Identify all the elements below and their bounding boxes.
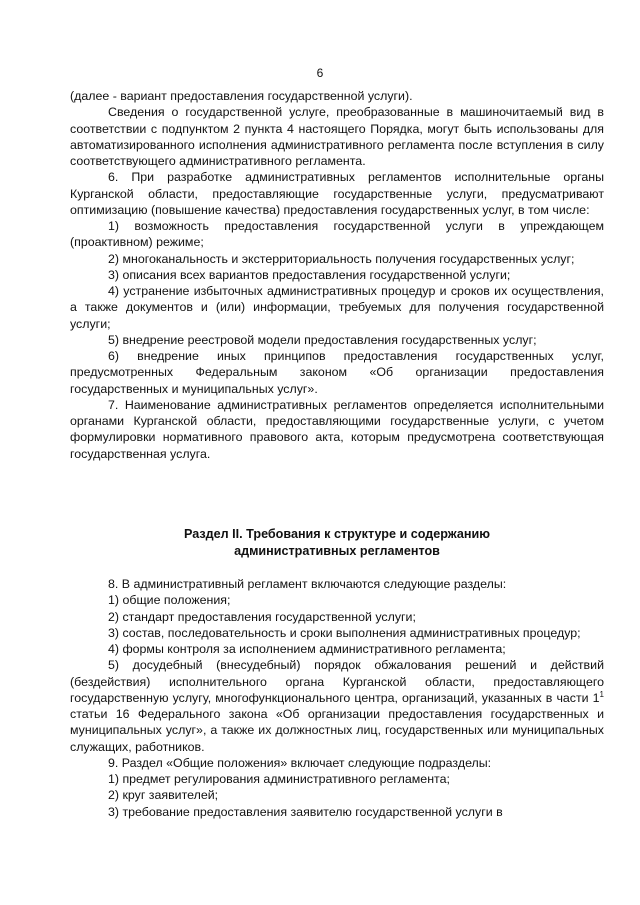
section-1-continuation (70, 88, 604, 462)
section-heading (70, 526, 604, 559)
paragraph: 2) стандарт предоставления государственной услуги; (108, 609, 416, 624)
paragraph: 6) внедрение иных принципов предоставления государственных услуг, предусмотренных Федеральным законом «Об организации предоставления государственных и муниципальных услуг». (70, 349, 604, 396)
paragraph: 1) общие положения; (108, 593, 231, 608)
section-heading-line-2: административных регламентов (234, 543, 440, 558)
paragraph: 4) формы контроля за исполнением административного регламента; (108, 642, 506, 656)
paragraph: 6. При разработке административных регламентов исполнительные органы Курганской области, предоставляющие государственные услуги, предусматривают оптимизацию (повышение качества) предоставления государственных услуг, в том числе: (70, 170, 604, 217)
item-5-text-after: статьи 16 Федерального закона «Об организации предоставления государственных и муниципальных услуг», а также их должностных лиц, государственных или муниципальных служащих, работников. (70, 707, 604, 754)
paragraph: 1) возможность предоставления государственной услуги в упреждающем (проактивном) режиме; (70, 219, 604, 250)
paragraph: 3) состав, последовательность и сроки выполнения административных процедур; (108, 625, 581, 640)
paragraph: 8. В административный регламент включаются следующие разделы: (108, 577, 507, 591)
paragraph: 2) круг заявителей; (108, 788, 219, 803)
paragraph: 3) требование предоставления заявителю государственной услуги в (108, 804, 503, 819)
section-2-list (70, 576, 604, 657)
section-2-list-continued (70, 755, 604, 820)
paragraph: 7. Наименование административных регламентов определяется исполнительными органами Курганской области, предоставляющими государственные услуги, с учетом формулировки нормативного правового акта, которым предусмотрена соответствующая государственная услуга. (70, 397, 604, 461)
page-number: 6 (316, 66, 324, 80)
superscript: 1 (599, 689, 604, 699)
paragraph: 5) внедрение реестровой модели предоставления государственных услуг; (108, 332, 537, 347)
section-2-body (70, 576, 604, 820)
paragraph: 9. Раздел «Общие положения» включает следующие подразделы: (108, 755, 492, 770)
section-heading-line-1: Раздел II. Требования к структуре и содержанию (184, 527, 490, 541)
paragraph: (далее - вариант предоставления государственной услуги). (70, 89, 413, 103)
paragraph: 2) многоканальность и экстерриториальность получения государственных услуг; (108, 251, 575, 266)
item-5-text-before: 5) досудебный (внесудебный) порядок обжалования решений и действий (бездействия) исполнительного органа Курганской области, предоставляющего государственную услугу, многофункционального центра, организаций, указанных в части 1 (70, 658, 604, 705)
paragraph: Сведения о государственной услуге, преобразованные в машиночитаемый вид в соответствии с подпунктом 2 пункта 4 настоящего Порядка, могут быть использованы для автоматизированного исполнения административного регламента после вступления в силу соответствующего административного регламента. (70, 105, 604, 168)
paragraph-item-5 (70, 657, 604, 755)
paragraph: 3) описания всех вариантов предоставления государственной услуги; (108, 267, 511, 282)
paragraph: 4) устранение избыточных административных процедур и сроков их осуществления, а также документов и (или) информации, требуемых для получения государственной услуги; (70, 284, 604, 331)
paragraph: 1) предмет регулирования административного регламента; (108, 772, 450, 786)
